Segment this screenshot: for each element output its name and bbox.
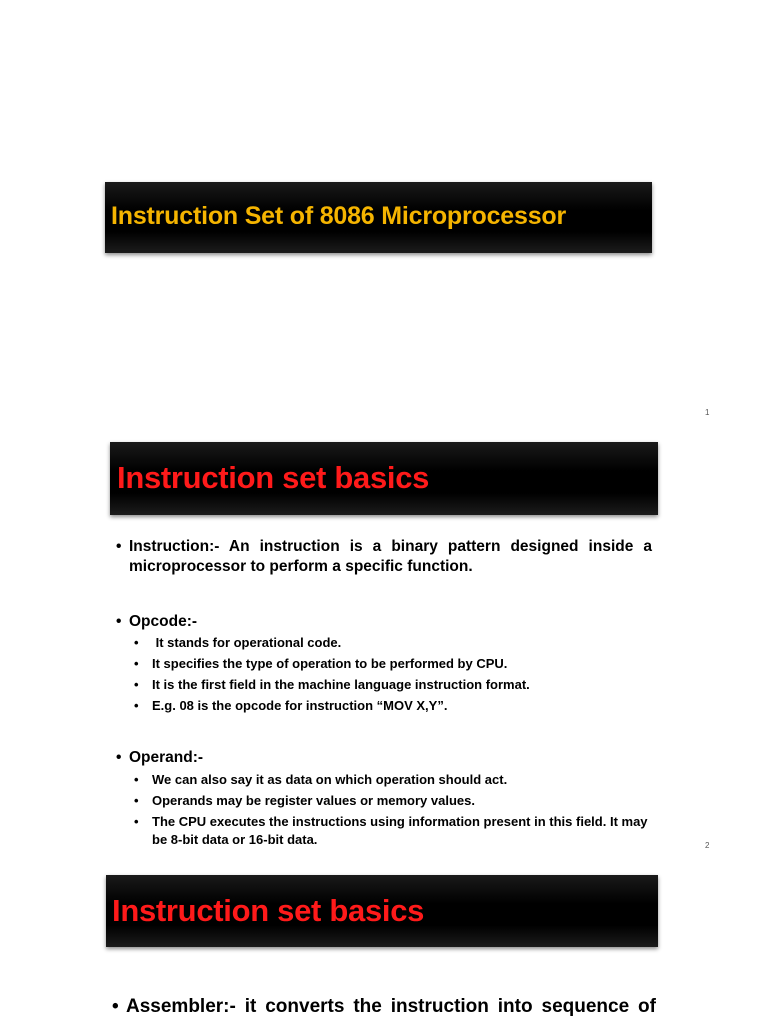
operand-item: [134, 813, 654, 849]
operand-item: [134, 771, 654, 789]
operand-item-text: We can also say it as data on which operation should act.: [152, 772, 508, 787]
bullet-icon: •: [134, 698, 139, 713]
opcode-item: [134, 697, 654, 715]
slide-1-title: Instruction Set of 8086 Microprocessor: [111, 202, 567, 230]
instruction-text: Instruction:- An instruction is a binary pattern designed inside a microprocessor to perform a specific function.: [129, 538, 652, 575]
opcode-item: [134, 676, 654, 694]
opcode-heading: [116, 612, 197, 632]
opcode-item: [134, 634, 654, 652]
bullet-icon: •: [134, 656, 139, 671]
bullet-icon: •: [134, 772, 139, 787]
slide-2-title-banner: [110, 442, 658, 515]
opcode-item-text: It stands for operational code.: [152, 635, 342, 650]
assembler-text: Assembler:- it converts the instruction into sequence of: [126, 996, 656, 1017]
assembler-definition: [112, 995, 656, 1019]
bullet-icon: •: [116, 749, 122, 766]
operand-heading: [116, 748, 203, 768]
bullet-icon: •: [134, 635, 139, 650]
bullet-icon: •: [112, 996, 119, 1017]
slide-2-page-number: 2: [705, 841, 710, 850]
opcode-item: [134, 655, 654, 673]
slide-1-title-banner: [105, 182, 652, 253]
bullet-icon: •: [116, 613, 122, 630]
operand-heading-text: Operand:-: [129, 749, 204, 766]
bullet-icon: •: [134, 793, 139, 808]
bullet-icon: •: [134, 814, 139, 829]
slide-3-title: Instruction set basics: [112, 893, 425, 928]
operand-item-text: The CPU executes the instructions using information present in this field. It may be 8-bit data or 16-bit data.: [152, 814, 648, 847]
opcode-heading-text: Opcode:-: [129, 613, 198, 630]
bullet-icon: •: [116, 538, 122, 555]
operand-item-text: Operands may be register values or memory values.: [152, 793, 475, 808]
slide-2-title: Instruction set basics: [117, 460, 430, 495]
instruction-definition: [116, 537, 652, 577]
opcode-item-text: E.g. 08 is the opcode for instruction “MOV X,Y”.: [152, 698, 448, 713]
slide-1-page-number: 1: [705, 408, 710, 417]
opcode-item-text: It specifies the type of operation to be performed by CPU.: [152, 656, 508, 671]
slide-3-title-banner: [106, 875, 658, 947]
bullet-icon: •: [134, 677, 139, 692]
operand-item: [134, 792, 654, 810]
opcode-item-text: It is the first field in the machine language instruction format.: [152, 677, 530, 692]
